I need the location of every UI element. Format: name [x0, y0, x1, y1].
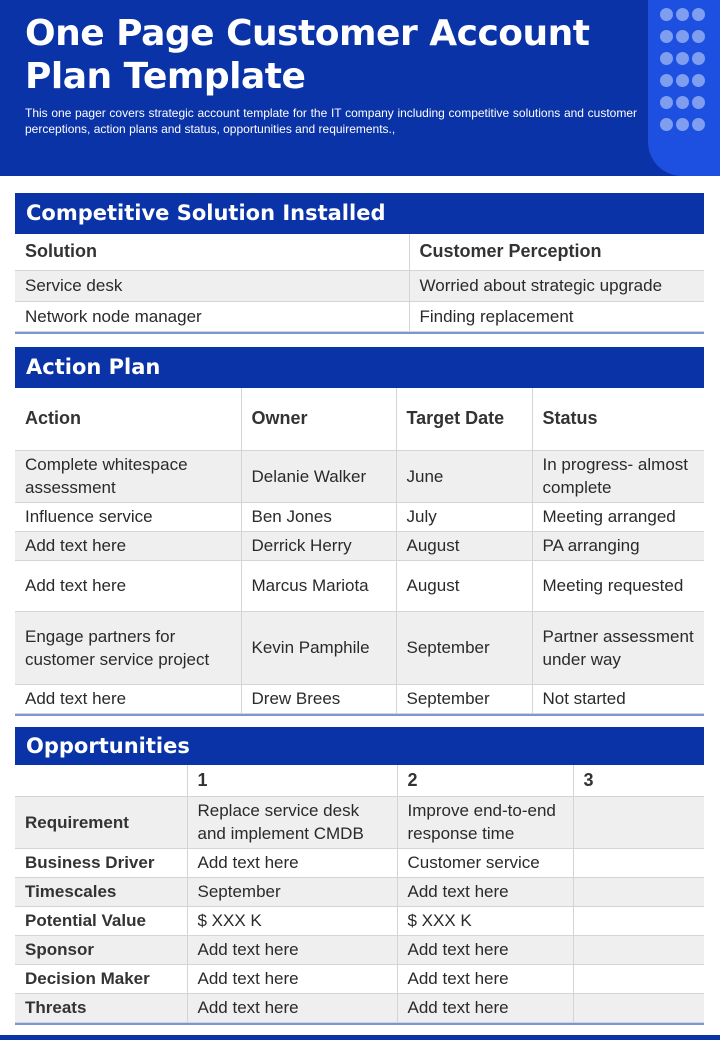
table-cell: Drew Brees: [241, 684, 396, 713]
table-cell: Engage partners for customer service project: [15, 611, 241, 684]
table-cell: Marcus Mariota: [241, 560, 396, 611]
dot: [676, 96, 689, 109]
table-cell: Replace service desk and implement CMDB: [187, 796, 397, 848]
competitive-heading: Competitive Solution Installed: [15, 193, 704, 234]
dot: [692, 8, 705, 21]
table-cell: [573, 935, 704, 964]
table-row: [15, 502, 704, 531]
table-cell: Delanie Walker: [241, 450, 396, 502]
row-label: Decision Maker: [15, 964, 187, 993]
table-cell: [573, 906, 704, 935]
table-row: [15, 848, 704, 877]
column-header: Owner: [241, 388, 396, 450]
table-cell: August: [396, 531, 532, 560]
column-header: 3: [573, 765, 704, 796]
table-row: [15, 611, 704, 684]
table-cell: [573, 796, 704, 848]
table-cell: August: [396, 560, 532, 611]
dot: [692, 74, 705, 87]
dot: [660, 30, 673, 43]
table-row: [15, 450, 704, 502]
table-row: [15, 993, 704, 1022]
table-cell: Partner assessment under way: [532, 611, 704, 684]
table-cell: Complete whitespace assessment: [15, 450, 241, 502]
dot: [660, 74, 673, 87]
table-cell: June: [396, 450, 532, 502]
dot: [676, 52, 689, 65]
table-cell: Network node manager: [15, 301, 409, 331]
dot: [692, 118, 705, 131]
dot: [660, 118, 673, 131]
row-label: Business Driver: [15, 848, 187, 877]
table-cell: In progress- almost complete: [532, 450, 704, 502]
table-cell: Kevin Pamphile: [241, 611, 396, 684]
action-plan-section: [15, 347, 704, 716]
table-row: [15, 684, 704, 713]
opportunities-table: [15, 765, 704, 1023]
dot: [676, 30, 689, 43]
table-cell: Meeting requested: [532, 560, 704, 611]
table-cell: Add text here: [187, 935, 397, 964]
table-row: [15, 796, 704, 848]
table-row: [15, 906, 704, 935]
dot: [692, 96, 705, 109]
table-row: [15, 935, 704, 964]
table-cell: Add text here: [187, 993, 397, 1022]
table-cell: Add text here: [397, 964, 573, 993]
table-cell: Add text here: [187, 964, 397, 993]
column-header: 2: [397, 765, 573, 796]
table-cell: PA arranging: [532, 531, 704, 560]
competitive-table: [15, 234, 704, 332]
table-cell: $ XXX K: [397, 906, 573, 935]
table-header-row: [15, 765, 704, 796]
page-subtitle: This one pager covers strategic account template for the IT company including competitive solutions and customer perceptions, action plans and status, opportunities and requirements.,: [25, 106, 637, 136]
table-cell: Meeting arranged: [532, 502, 704, 531]
row-label: Threats: [15, 993, 187, 1022]
table-cell: [573, 964, 704, 993]
table-header-row: [15, 388, 704, 450]
table-cell: July: [396, 502, 532, 531]
table-cell: Worried about strategic upgrade: [409, 270, 704, 301]
table-cell: [573, 877, 704, 906]
table-row: [15, 531, 704, 560]
opportunities-heading: Opportunities: [15, 727, 704, 765]
table-row: [15, 877, 704, 906]
action-plan-table: [15, 388, 704, 714]
table-cell: Improve end-to-end response time: [397, 796, 573, 848]
table-header-row: [15, 234, 704, 270]
table-cell: Add text here: [15, 560, 241, 611]
table-cell: Add text here: [187, 848, 397, 877]
row-label: Requirement: [15, 796, 187, 848]
competitive-section: [15, 193, 704, 334]
column-header: Status: [532, 388, 704, 450]
table-cell: Add text here: [15, 531, 241, 560]
dot: [660, 96, 673, 109]
dot: [660, 52, 673, 65]
column-header: Target Date: [396, 388, 532, 450]
action-plan-heading: Action Plan: [15, 347, 704, 388]
table-row: [15, 560, 704, 611]
table-row: [15, 964, 704, 993]
dot: [676, 74, 689, 87]
row-label: Potential Value: [15, 906, 187, 935]
column-header: Solution: [15, 234, 409, 270]
table-cell: September: [396, 684, 532, 713]
table-cell: September: [396, 611, 532, 684]
dot: [660, 8, 673, 21]
column-header: [15, 765, 187, 796]
table-cell: Add text here: [397, 935, 573, 964]
dot: [676, 8, 689, 21]
table-cell: Not started: [532, 684, 704, 713]
dot: [692, 30, 705, 43]
table-cell: Influence service: [15, 502, 241, 531]
decorative-panel: [648, 0, 720, 176]
table-row: [15, 301, 704, 331]
table-cell: Service desk: [15, 270, 409, 301]
table-cell: Add text here: [397, 993, 573, 1022]
column-header: Action: [15, 388, 241, 450]
dot-pattern: [660, 8, 712, 131]
header-banner: [0, 0, 720, 176]
footer-bar: [0, 1035, 720, 1040]
table-cell: Customer service: [397, 848, 573, 877]
page-title: One Page Customer Account Plan Template: [25, 13, 590, 97]
row-label: Timescales: [15, 877, 187, 906]
table-row: [15, 270, 704, 301]
dot: [676, 118, 689, 131]
column-header: Customer Perception: [409, 234, 704, 270]
table-cell: Finding replacement: [409, 301, 704, 331]
table-cell: [573, 993, 704, 1022]
table-cell: Derrick Herry: [241, 531, 396, 560]
dot: [692, 52, 705, 65]
table-cell: $ XXX K: [187, 906, 397, 935]
table-cell: September: [187, 877, 397, 906]
table-cell: Add text here: [397, 877, 573, 906]
row-label: Sponsor: [15, 935, 187, 964]
table-cell: Ben Jones: [241, 502, 396, 531]
table-cell: Add text here: [15, 684, 241, 713]
opportunities-section: [15, 727, 704, 1025]
table-cell: [573, 848, 704, 877]
column-header: 1: [187, 765, 397, 796]
